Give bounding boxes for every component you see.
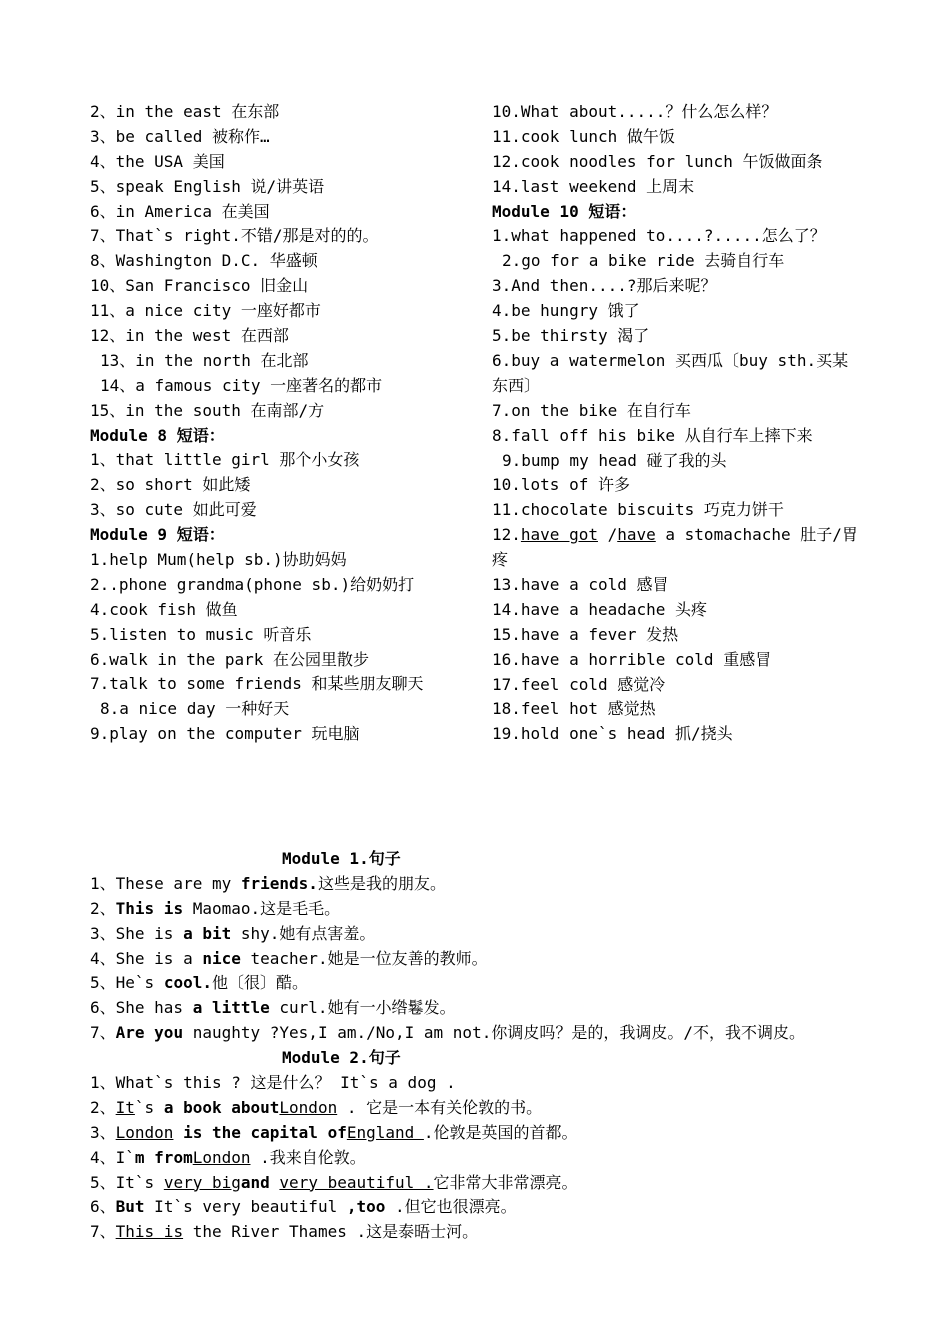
bold-text: nice — [202, 948, 241, 968]
phrase-line: 3、be called 被称作… — [90, 126, 270, 146]
phrase-line — [492, 498, 862, 523]
module-heading: Module 8 短语： — [90, 425, 225, 445]
text-segment: 3、 — [90, 1122, 116, 1142]
text-segment: 1、These are my — [90, 873, 241, 893]
phrase-line — [492, 473, 862, 498]
phrase-line: 9.play on the computer 玩电脑 — [90, 724, 360, 744]
module-heading — [492, 200, 862, 225]
text-segment: 6.buy a watermelon 买西瓜〔buy sth.买某东西〕 — [492, 350, 849, 395]
text-segment: 2.go for a bike ride 去骑自行车 — [502, 251, 785, 271]
text-segment: 10.lots of 许多 — [492, 475, 630, 495]
phrase-line — [492, 598, 862, 623]
phrase-line: 2..phone grandma(phone sb.)给奶奶打 — [90, 574, 415, 594]
phrase-line — [492, 249, 862, 274]
underlined-text: London — [279, 1097, 338, 1117]
text-segment: naughty ?Yes,I am./No,I am not.你调皮吗？是的，我调皮。/不，我不调皮。 — [183, 1023, 805, 1043]
bold-text: a bit — [183, 923, 232, 943]
text-segment — [173, 1123, 183, 1142]
text-segment: 它非常大非常漂亮。 — [433, 1172, 578, 1192]
bold-text: is the capital of — [183, 1122, 347, 1142]
sentence-line — [90, 1071, 880, 1096]
text-segment: 12.cook noodles for lunch 午饭做面条 — [492, 151, 823, 171]
bold-text: ,too — [346, 1197, 386, 1217]
underlined-text: London — [115, 1122, 174, 1142]
phrase-line: 1、that little girl 那个小女孩 — [90, 450, 360, 470]
text-segment: 2、 — [90, 898, 116, 918]
text-segment: 5、It`s — [90, 1172, 164, 1192]
phrase-line — [492, 523, 862, 573]
phrase-line: 2、so short 如此矮 — [90, 475, 251, 495]
text-segment: .但它也很漂亮。 — [385, 1197, 517, 1217]
sentence-line — [90, 1146, 880, 1171]
phrase-line — [492, 324, 862, 349]
phrase-line: 10、San Francisco 旧金山 — [90, 276, 309, 296]
sentence-line — [90, 872, 880, 897]
text-segment: .我来自伦敦。 — [250, 1147, 366, 1167]
text-segment: 4、I` — [90, 1147, 135, 1167]
text-segment: teacher.她是一位友善的教师。 — [240, 948, 488, 968]
underlined-text: very beautiful . — [279, 1172, 434, 1192]
underlined-text: London — [192, 1147, 251, 1167]
sentence-line — [90, 1220, 880, 1245]
phrase-line: 4、the USA 美国 — [90, 151, 225, 171]
bold-text: a book about — [163, 1097, 280, 1117]
bold-text: m from — [134, 1147, 193, 1167]
underlined-text: England — [346, 1122, 424, 1142]
text-segment: `s — [134, 1097, 164, 1117]
bold-text: and — [240, 1172, 270, 1192]
phrase-line: 1.help Mum(help sb.)协助妈妈 — [90, 550, 347, 570]
text-segment: 3、She is — [90, 923, 184, 943]
text-segment: 19.hold one`s head 抓/挠头 — [492, 724, 733, 744]
text-segment: 他〔很〕酷。 — [211, 973, 308, 993]
sentence-line — [90, 996, 880, 1021]
phrase-line — [492, 100, 862, 125]
section-title: Module 2.句子 — [282, 1048, 401, 1068]
text-segment: 2、 — [90, 1097, 116, 1117]
text-segment: 7、 — [90, 1222, 116, 1242]
sentence-line — [90, 947, 880, 972]
bold-text: But — [115, 1197, 145, 1217]
phrase-line — [492, 150, 862, 175]
text-segment: 7.on the bike 在自行车 — [492, 400, 691, 420]
text-segment: 14.have a headache 头疼 — [492, 599, 708, 619]
sentence-line — [90, 1021, 880, 1046]
text-segment: . 它是一本有关伦敦的书。 — [337, 1097, 543, 1117]
text-segment: 11.chocolate biscuits 巧克力饼干 — [492, 500, 784, 520]
text-segment: 6、 — [90, 1197, 116, 1217]
module-heading: Module 9 短语： — [90, 525, 225, 545]
phrase-line — [492, 274, 862, 299]
phrase-line: 3、so cute 如此可爱 — [90, 500, 257, 520]
sentence-line — [90, 922, 880, 947]
text-segment: 1.what happened to....?.....怎么了？ — [492, 226, 826, 246]
bold-text: friends. — [240, 873, 318, 893]
phrase-line — [492, 673, 862, 698]
text-segment: 7、 — [90, 1023, 116, 1043]
phrase-line: 7、That`s right.不错/那是对的的。 — [90, 226, 379, 246]
text-segment: It`s very beautiful — [144, 1197, 347, 1217]
text-segment: curl.她有一小绺鬈发。 — [269, 998, 456, 1018]
left-phrase-column — [90, 100, 480, 747]
text-segment: a stomachache 肚子/胃疼 — [492, 525, 858, 570]
phrase-line: 5.listen to music 听音乐 — [90, 624, 312, 644]
sentence-line — [90, 1096, 880, 1121]
underlined-text: It — [115, 1097, 135, 1117]
sentence-line — [90, 1171, 880, 1196]
text-segment: 16.have a horrible cold 重感冒 — [492, 649, 772, 669]
sentence-line — [90, 1195, 880, 1220]
phrase-line — [492, 299, 862, 324]
phrase-line: 6、in America 在美国 — [90, 201, 270, 221]
text-segment: shy.她有点害羞。 — [231, 923, 376, 943]
text-segment: 10.What about.....？什么怎么样？ — [492, 102, 778, 121]
text-segment: 3.And then....?那后来呢？ — [492, 276, 717, 296]
text-segment: 5、He`s — [90, 973, 164, 993]
text-segment: 8.fall off his bike 从自行车上摔下来 — [492, 425, 813, 445]
text-segment: / — [597, 525, 618, 545]
sentences-section — [90, 847, 880, 1245]
text-segment: 18.feel hot 感觉热 — [492, 699, 656, 719]
text-segment: 5.be thirsty 渴了 — [492, 326, 650, 346]
phrase-line — [492, 697, 862, 722]
text-segment — [270, 1173, 280, 1192]
phrase-line — [492, 224, 862, 249]
phrase-line: 13、in the north 在北部 — [100, 350, 309, 370]
text-segment: 13.have a cold 感冒 — [492, 574, 669, 594]
text-segment: 这些是我的朋友。 — [317, 873, 446, 893]
text-segment: .伦敦是英国的首都。 — [423, 1122, 578, 1142]
text-segment: 1、What`s this ? 这是什么？ It`s a dog . — [90, 1073, 456, 1093]
phrase-line: 5、speak English 说/讲英语 — [90, 176, 325, 196]
phrase-line — [492, 349, 862, 399]
underlined-text: This is — [115, 1222, 184, 1242]
phrase-line — [492, 424, 862, 449]
phrase-line — [492, 623, 862, 648]
phrase-line: 7.talk to some friends 和某些朋友聊天 — [90, 674, 424, 694]
text-segment: 4、She is a — [90, 948, 203, 968]
text-segment: Maomao.这是毛毛。 — [183, 898, 341, 918]
underlined-text: have got — [520, 525, 598, 545]
phrase-line — [492, 125, 862, 150]
phrase-line: 4.cook fish 做鱼 — [90, 599, 238, 619]
phrase-line: 6.walk in the park 在公园里散步 — [90, 649, 370, 669]
bold-text: a little — [192, 998, 270, 1018]
phrase-line — [492, 722, 862, 747]
text-segment: 14.last weekend 上周末 — [492, 176, 695, 196]
sentence-line — [90, 897, 880, 922]
phrase-line: 11、a nice city 一座好都市 — [90, 301, 321, 321]
text-segment: 6、She has — [90, 998, 193, 1018]
bold-text: Are you — [115, 1023, 184, 1043]
phrase-line — [492, 399, 862, 424]
sentence-line — [90, 971, 880, 996]
text-segment: 12. — [492, 525, 521, 545]
right-phrase-column — [492, 100, 862, 747]
text-segment: 15.have a fever 发热 — [492, 624, 679, 644]
text-segment: the River Thames .这是泰晤士河。 — [183, 1222, 479, 1242]
phrase-line: 14、a famous city 一座著名的都市 — [100, 375, 383, 395]
text-segment: 11.cook lunch 做午饭 — [492, 126, 675, 146]
underlined-text: very big — [163, 1172, 241, 1192]
text-segment: Module 10 短语： — [492, 201, 637, 221]
text-segment: 9.bump my head 碰了我的头 — [502, 450, 727, 470]
underlined-text: have — [617, 525, 656, 545]
phrase-line: 12、in the west 在西部 — [90, 326, 289, 346]
section-title: Module 1.句子 — [282, 849, 401, 868]
phrase-line: 8、Washington D.C. 华盛顿 — [90, 251, 318, 271]
phrase-line — [492, 175, 862, 200]
phrase-line — [492, 573, 862, 598]
bold-text: cool. — [163, 973, 212, 993]
phrase-line — [492, 648, 862, 673]
phrase-line: 15、in the south 在南部/方 — [90, 400, 325, 420]
sentence-line — [90, 1121, 880, 1146]
bold-text: This is — [115, 898, 184, 918]
text-segment: 17.feel cold 感觉冷 — [492, 674, 666, 694]
phrase-line: 2、in the east 在东部 — [90, 102, 280, 121]
phrase-line — [492, 449, 862, 474]
text-segment: 4.be hungry 饿了 — [492, 301, 640, 321]
phrase-line: 8.a nice day 一种好天 — [100, 699, 290, 719]
